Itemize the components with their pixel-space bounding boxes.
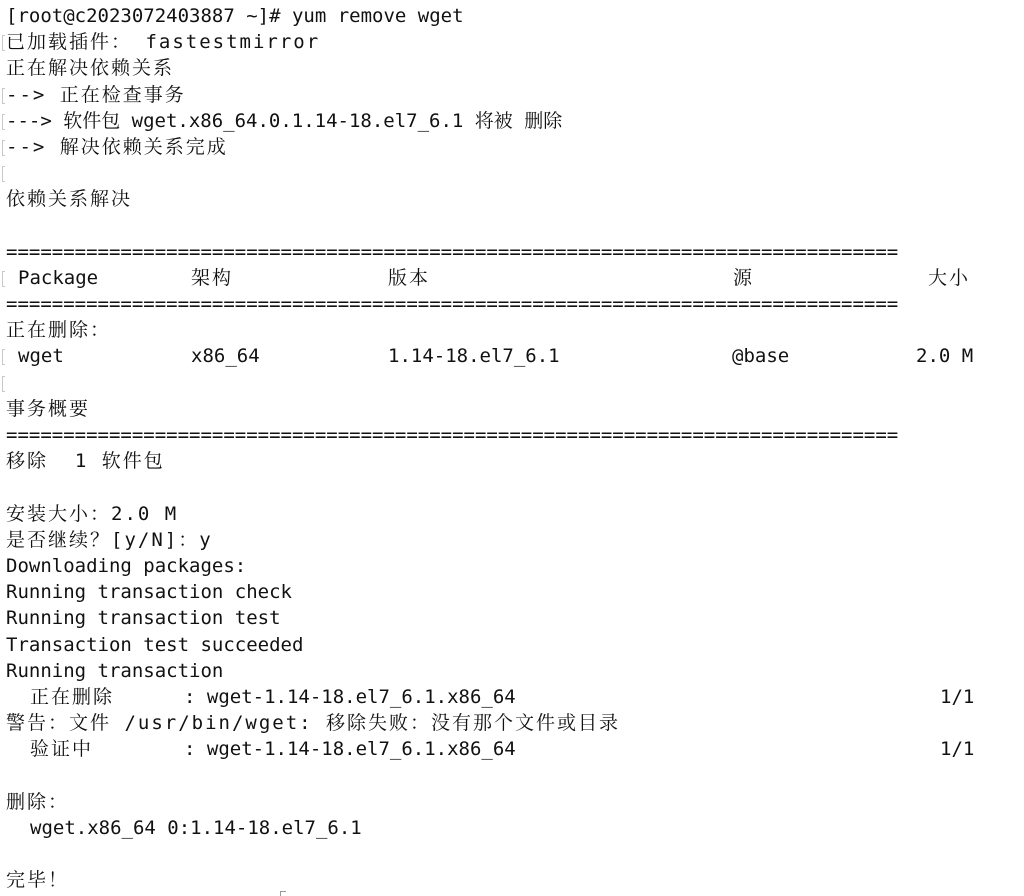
terminal-line-running-test: [6, 605, 1024, 631]
terminal-line-resolving: [6, 55, 1024, 81]
verifying-label: 验证中: [30, 738, 94, 761]
table-section-label: [6, 317, 1024, 343]
terminal-line-erasing: [6, 684, 1024, 710]
next-prompt-fragment: [280, 891, 286, 896]
terminal-line-running-check: [6, 579, 1024, 605]
command-prompt: [root@c2023072403887 ~]# yum remove wget: [6, 5, 464, 27]
header-package: Package: [18, 266, 99, 289]
pkg-to-remove-text: ---> 软件包 wget.x86_64.0.1.14-18.el7_6.1 将被 删除: [6, 109, 563, 132]
terminal-line-test-succeeded: [6, 632, 1024, 658]
header-arch: 架构: [191, 266, 234, 289]
line-marker-icon: [2, 35, 5, 51]
remove-count-text: 移除 1 软件包: [6, 450, 165, 473]
terminal-line-install-size: [6, 501, 1024, 527]
deps-resolved-text: 依赖关系解决: [6, 188, 133, 211]
terminal-line-confirm: [6, 527, 1024, 553]
terminal-line-remove-count: [6, 448, 1024, 474]
tx-summary-text: 事务概要: [6, 397, 91, 420]
checking-tx-text: --> 正在检查事务: [6, 83, 186, 106]
line-marker-icon: [2, 88, 5, 104]
terminal-line-downloading: [6, 553, 1024, 579]
erasing-label: 正在删除: [30, 685, 115, 708]
separator-line: ==============================================================================: [6, 293, 899, 316]
table-header-row: [6, 265, 1024, 291]
table-row: [6, 343, 1024, 369]
cell-arch: x86_64: [191, 345, 260, 368]
terminal-line-summary: [6, 396, 1024, 422]
deps-done-text: --> 解决依赖关系完成: [6, 135, 228, 158]
terminal-line-removed-pkg: [6, 815, 1024, 841]
terminal-line-pkg: [6, 108, 1024, 134]
terminal-line-deps-done: [6, 134, 1024, 160]
removed-pkg-text: wget.x86_64 0:1.14-18.el7_6.1: [30, 816, 362, 839]
terminal-line-removed-header: [6, 789, 1024, 815]
running-check-text: Running transaction check: [6, 581, 292, 604]
running-tx-text: Running transaction: [6, 659, 224, 682]
terminal-line-blank: [6, 762, 1024, 788]
terminal-line-blank: [6, 160, 1024, 186]
downloading-text: Downloading packages:: [6, 554, 247, 577]
line-marker-icon: [2, 166, 5, 182]
line-marker-icon: [2, 140, 5, 156]
terminal-line-warning: [6, 710, 1024, 736]
separator-line: ==============================================================================: [6, 424, 899, 446]
line-marker-icon: [2, 376, 5, 392]
test-succeeded-text: Transaction test succeeded: [6, 633, 304, 656]
resolving-deps-text: 正在解决依赖关系: [6, 57, 175, 80]
separator-line: ==============================================================================: [6, 240, 899, 263]
header-repo: 源: [733, 266, 753, 289]
terminal-line-blank: [6, 841, 1024, 867]
terminal-line-complete: [6, 867, 1024, 893]
cell-version: 1.14-18.el7_6.1: [388, 345, 560, 368]
terminal-line-running-tx: [6, 658, 1024, 684]
removed-header-text: 删除：: [6, 790, 70, 813]
section-removing-text: 正在删除：: [6, 319, 112, 342]
confirm-prompt-text: 是否继续？[y/N]：y: [6, 528, 213, 551]
terminal-line-blank: [6, 213, 1024, 239]
terminal-line-checking: [6, 82, 1024, 108]
plugin-loaded-text: 已加载插件： fastestmirror: [6, 31, 321, 54]
warning-text: 警告：文件 /usr/bin/wget: 移除失败：没有那个文件或目录: [6, 712, 621, 735]
terminal-line-blank: [6, 474, 1024, 500]
line-marker-icon: [2, 349, 5, 365]
cell-package: wget: [18, 345, 64, 368]
erasing-pkg: : wget-1.14-18.el7_6.1.x86_64: [184, 685, 516, 708]
header-size: 大小: [928, 266, 971, 289]
verifying-progress: 1/1: [940, 738, 975, 761]
terminal-line-blank: [6, 370, 1024, 396]
cell-size: 2.0 M: [916, 345, 974, 368]
cell-repo: @base: [732, 345, 790, 368]
running-test-text: Running transaction test: [6, 607, 281, 630]
terminal-line-deps-resolved: [6, 186, 1024, 212]
verifying-pkg: : wget-1.14-18.el7_6.1.x86_64: [184, 738, 516, 761]
terminal-line-plugin: [6, 29, 1024, 55]
install-size-text: 安装大小：2.0 M: [6, 502, 179, 525]
terminal-line-verifying: [6, 736, 1024, 762]
terminal-line-prompt: [6, 3, 1024, 29]
line-marker-icon: [2, 271, 5, 287]
line-marker-icon: [2, 114, 5, 130]
complete-text: 完毕！: [6, 869, 70, 892]
header-version: 版本: [388, 266, 431, 289]
erasing-progress: 1/1: [940, 685, 975, 708]
